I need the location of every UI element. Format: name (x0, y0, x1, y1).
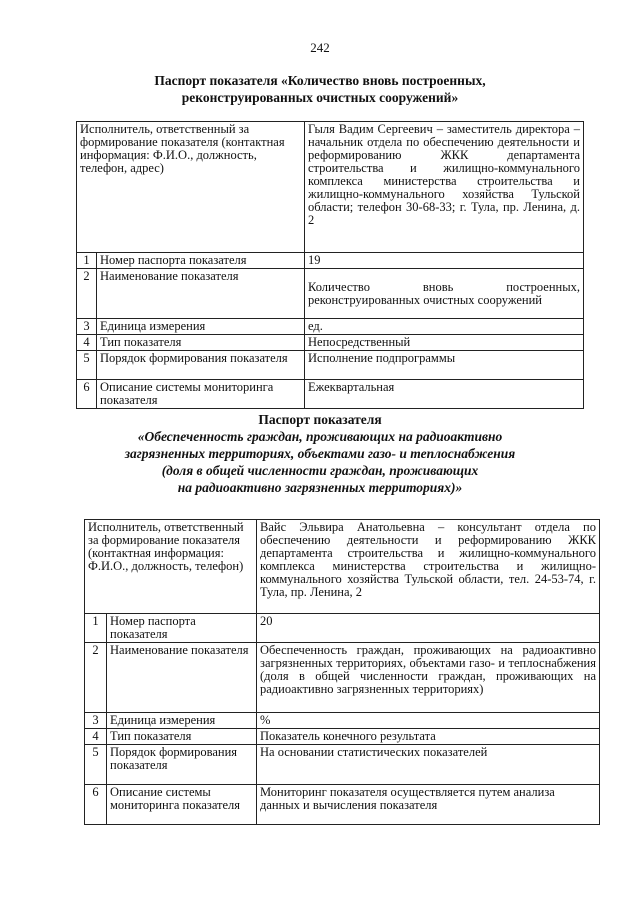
row-label: Описание системы мониторинга показателя (107, 785, 257, 825)
table-row (85, 745, 600, 785)
row-number: 6 (77, 380, 97, 409)
row-number: 6 (85, 785, 107, 825)
table-row (85, 643, 600, 713)
row-label: Единица измерения (97, 319, 305, 335)
row-label: Наименование показателя (97, 269, 305, 319)
row-number: 5 (85, 745, 107, 785)
row-number: 2 (77, 269, 97, 319)
table-row (77, 122, 584, 253)
table-row (77, 351, 584, 380)
row-value: Показатель конечного результата (257, 729, 600, 745)
row-value: 20 (257, 614, 600, 643)
table-row (77, 380, 584, 409)
row-label: Номер паспорта показателя (107, 614, 257, 643)
table-row (77, 253, 584, 269)
table-row (77, 269, 584, 319)
table-row (85, 785, 600, 825)
page-number: 242 (310, 40, 330, 55)
passport-2-title (60, 411, 580, 496)
row-number: 1 (77, 253, 97, 269)
row-number: 1 (85, 614, 107, 643)
passport-2-subtitle-line: на радиоактивно загрязненных территориях)» (177, 480, 463, 495)
executor-label: Исполнитель, ответственный за формирование показателя (контактная информация: Ф.И.О., должность, телефон) (85, 520, 257, 614)
passport-2-subtitle-line: «Обеспеченность граждан, проживающих на радиоактивно (137, 429, 503, 444)
table-row (85, 614, 600, 643)
row-value: Обеспеченность граждан, проживающих на радиоактивно загрязненных территориях, объектами газо- и теплоснабжения (доля в общей численности граждан, проживающих на радиоактивно загрязненных территориях) (257, 643, 600, 713)
row-number: 4 (85, 729, 107, 745)
row-label: Наименование показателя (107, 643, 257, 713)
row-label: Описание системы мониторинга показателя (97, 380, 305, 409)
row-value: Непосредственный (305, 335, 584, 351)
row-value: Исполнение подпрограммы (305, 351, 584, 380)
table-row (85, 713, 600, 729)
passport-2-subtitle-line: загрязненных территориях, объектами газо- и теплоснабжения (124, 446, 516, 461)
row-value: Ежеквартальная (305, 380, 584, 409)
row-label: Тип показателя (97, 335, 305, 351)
passport-2-subtitle-line: (доля в общей численности граждан, проживающих (161, 463, 479, 478)
passport-2-table (84, 519, 600, 825)
passport-2-title-line: Паспорт показателя (258, 412, 382, 427)
row-label: Номер паспорта показателя (97, 253, 305, 269)
row-number: 4 (77, 335, 97, 351)
table-row (77, 319, 584, 335)
passport-1-title-line: реконструированных очистных сооружений» (181, 90, 459, 105)
passport-1-table (76, 121, 584, 409)
row-label: Порядок формирования показателя (97, 351, 305, 380)
table-row (77, 335, 584, 351)
row-value: 19 (305, 253, 584, 269)
row-value: Мониторинг показателя осуществляется путем анализа данных и вычисления показателя (257, 785, 600, 825)
row-label: Тип показателя (107, 729, 257, 745)
table-row (85, 520, 600, 614)
row-value: Количество вновь построенных, реконструированных очистных сооружений (305, 269, 584, 319)
executor-value: Вайс Эльвира Анатольевна – консультант отдела по обеспечению деятельности и реформированию ЖКК департамента строительства и жилищно-коммунального комплекса министерства строительства и жилищно-коммунального хозяйства Тульской области, тел. 24-53-74, г. Тула, пр. Ленина, 2 (257, 520, 600, 614)
row-value: % (257, 713, 600, 729)
passport-1-title (60, 72, 580, 106)
row-number: 2 (85, 643, 107, 713)
executor-label: Исполнитель, ответственный за формирование показателя (контактная информация: Ф.И.О., должность, телефон, адрес) (77, 122, 305, 253)
row-label: Порядок формирования показателя (107, 745, 257, 785)
executor-value: Гыля Вадим Сергеевич – заместитель директора – начальник отдела по обеспечению деятельности и реформированию ЖКК департамента строительства и жилищно-коммунального комплекса министерства строительства и жилищно-коммунального хозяйства Тульской области; телефон 30-68-33; г. Тула, пр. Ленина, д. 2 (305, 122, 584, 253)
row-number: 3 (85, 713, 107, 729)
passport-1-title-line: Паспорт показателя «Количество вновь построенных, (154, 73, 486, 88)
row-label: Единица измерения (107, 713, 257, 729)
row-value: ед. (305, 319, 584, 335)
row-number: 3 (77, 319, 97, 335)
table-row (85, 729, 600, 745)
row-value: На основании статистических показателей (257, 745, 600, 785)
row-number: 5 (77, 351, 97, 380)
